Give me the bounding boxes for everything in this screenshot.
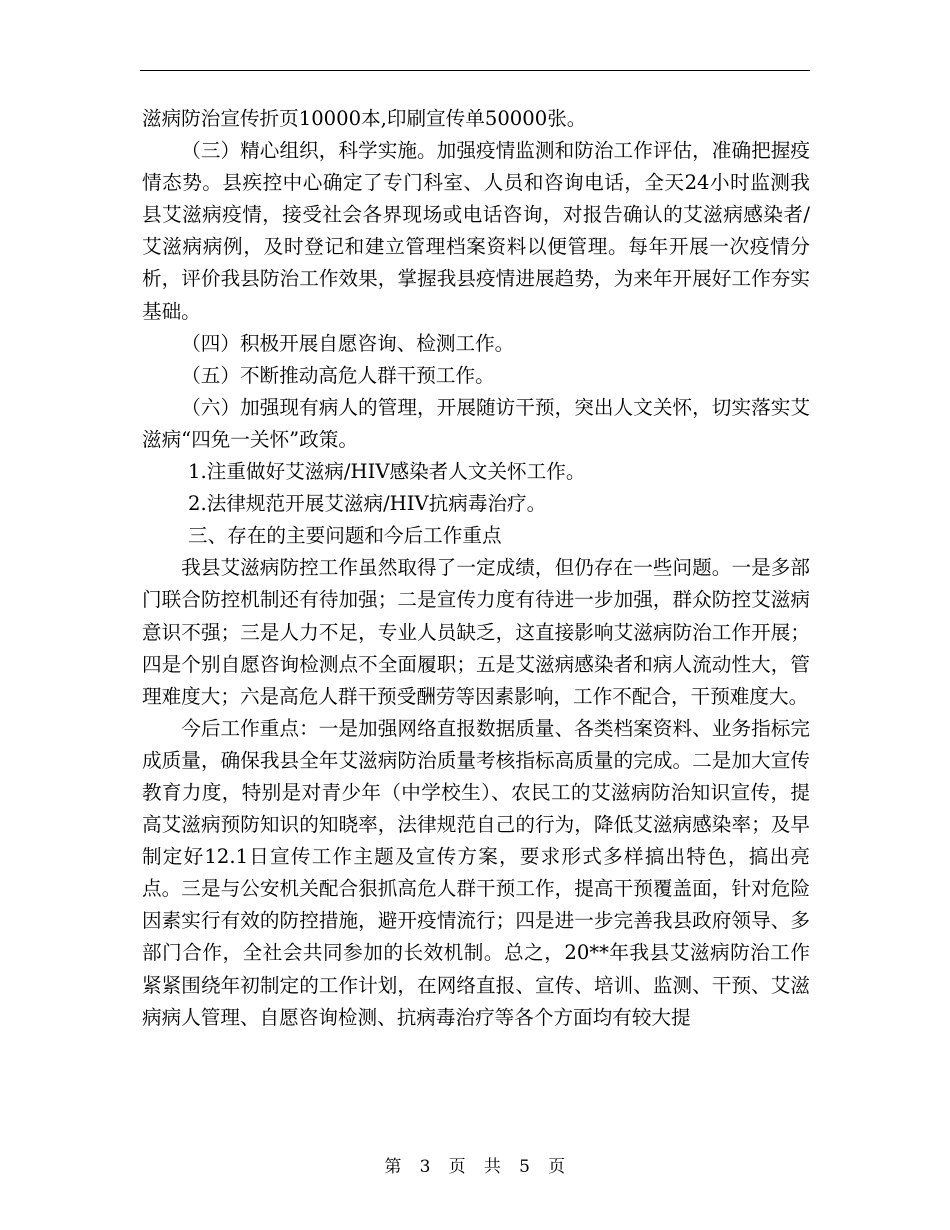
paragraph-future-focus: 今后工作重点：一是加强网络直报数据质量、各类档案资料、业务指标完成质量，确保我县全年艾滋病防治质量考核指标高质量的完成。二是加大宣传教育力度，特别是对青少年（中学校生）、农民工的艾滋病防治知识宣传，提高艾滋病预防知识的知晓率，法律规范自己的行为，降低艾滋病感染率；及早制定好12.1日宣传工作主题及宣传方案，要求形式多样搞出特色，搞出亮点。三是与公安机关配合狠抓高危人群干预工作，提高干预覆盖面，针对危险因素实行有效的防控措施，避开疫情流行；四是进一步完善我县政府领导、多部门合作，全社会共同参加的长效机制。总之，20**年我县艾滋病防治工作紧紧围绕年初制定的工作计划，在网络直报、宣传、培训、监测、干预、艾滋病病人管理、自愿咨询检测、抗病毒治疗等各个方面均有较大提 (142, 716, 810, 1029)
header-rule (140, 70, 810, 71)
paragraph-section-3: （三）精心组织，科学实施。加强疫情监测和防治工作评估，准确把握疫情态势。县疾控中心确定了专门科室、人员和咨询电话，全天24小时监测我县艾滋病疫情，接受社会各界现场或电话咨询，对报告确认的艾滋病感染者/艾滋病病例，及时登记和建立管理档案资料以便管理。每年开展一次疫情分析，评价我县防治工作效果，掌握我县疫情进展趋势，为来年开展好工作夯实基础。 (142, 139, 810, 323)
page-footer (0, 1152, 950, 1177)
section-heading-3: 三、存在的主要问题和今后工作重点 (188, 524, 502, 548)
paragraph-problems: 我县艾滋病防控工作虽然取得了一定成绩，但仍存在一些问题。一是多部门联合防控机制还有待加强；二是宣传力度有待进一步加强，群众防控艾滋病意识不强；三是人力不足，专业人员缺乏，这直接影响艾滋病防治工作开展；四是个别自愿咨询检测点不全面履职；五是艾滋病感染者和病人流动性大，管理难度大；六是高危人群干预受酬劳等因素影响，工作不配合，干预难度大。 (142, 556, 810, 708)
footer-label-ye2: 页 (548, 1157, 566, 1177)
footer-label-ye: 页 (448, 1157, 467, 1177)
paragraph-section-5: （五）不断推动高危人群干预工作。 (181, 363, 495, 387)
document-body (142, 103, 810, 1034)
paragraph-section-6: （六）加强现有病人的管理，开展随访干预，突出人文关怀，切实落实艾滋病“四免一关怀”政策。 (142, 395, 810, 451)
footer-label-gong: 共 (483, 1157, 502, 1177)
paragraph-continued: 滋病防治宣传折页10000本,印刷宣传单50000张。 (142, 107, 587, 130)
page-number-total: 5 (519, 1157, 531, 1177)
paragraph-section-4: （四）积极开展自愿咨询、检测工作。 (181, 331, 515, 355)
list-item-6-2: 2.法律规范开展艾滋病/HIV抗病毒治疗。 (188, 492, 547, 516)
page-number-current: 3 (419, 1157, 431, 1177)
footer-label-di: 第 (384, 1157, 402, 1177)
list-item-6-1: 1.注重做好艾滋病/HIV感染者人文关怀工作。 (188, 460, 586, 484)
